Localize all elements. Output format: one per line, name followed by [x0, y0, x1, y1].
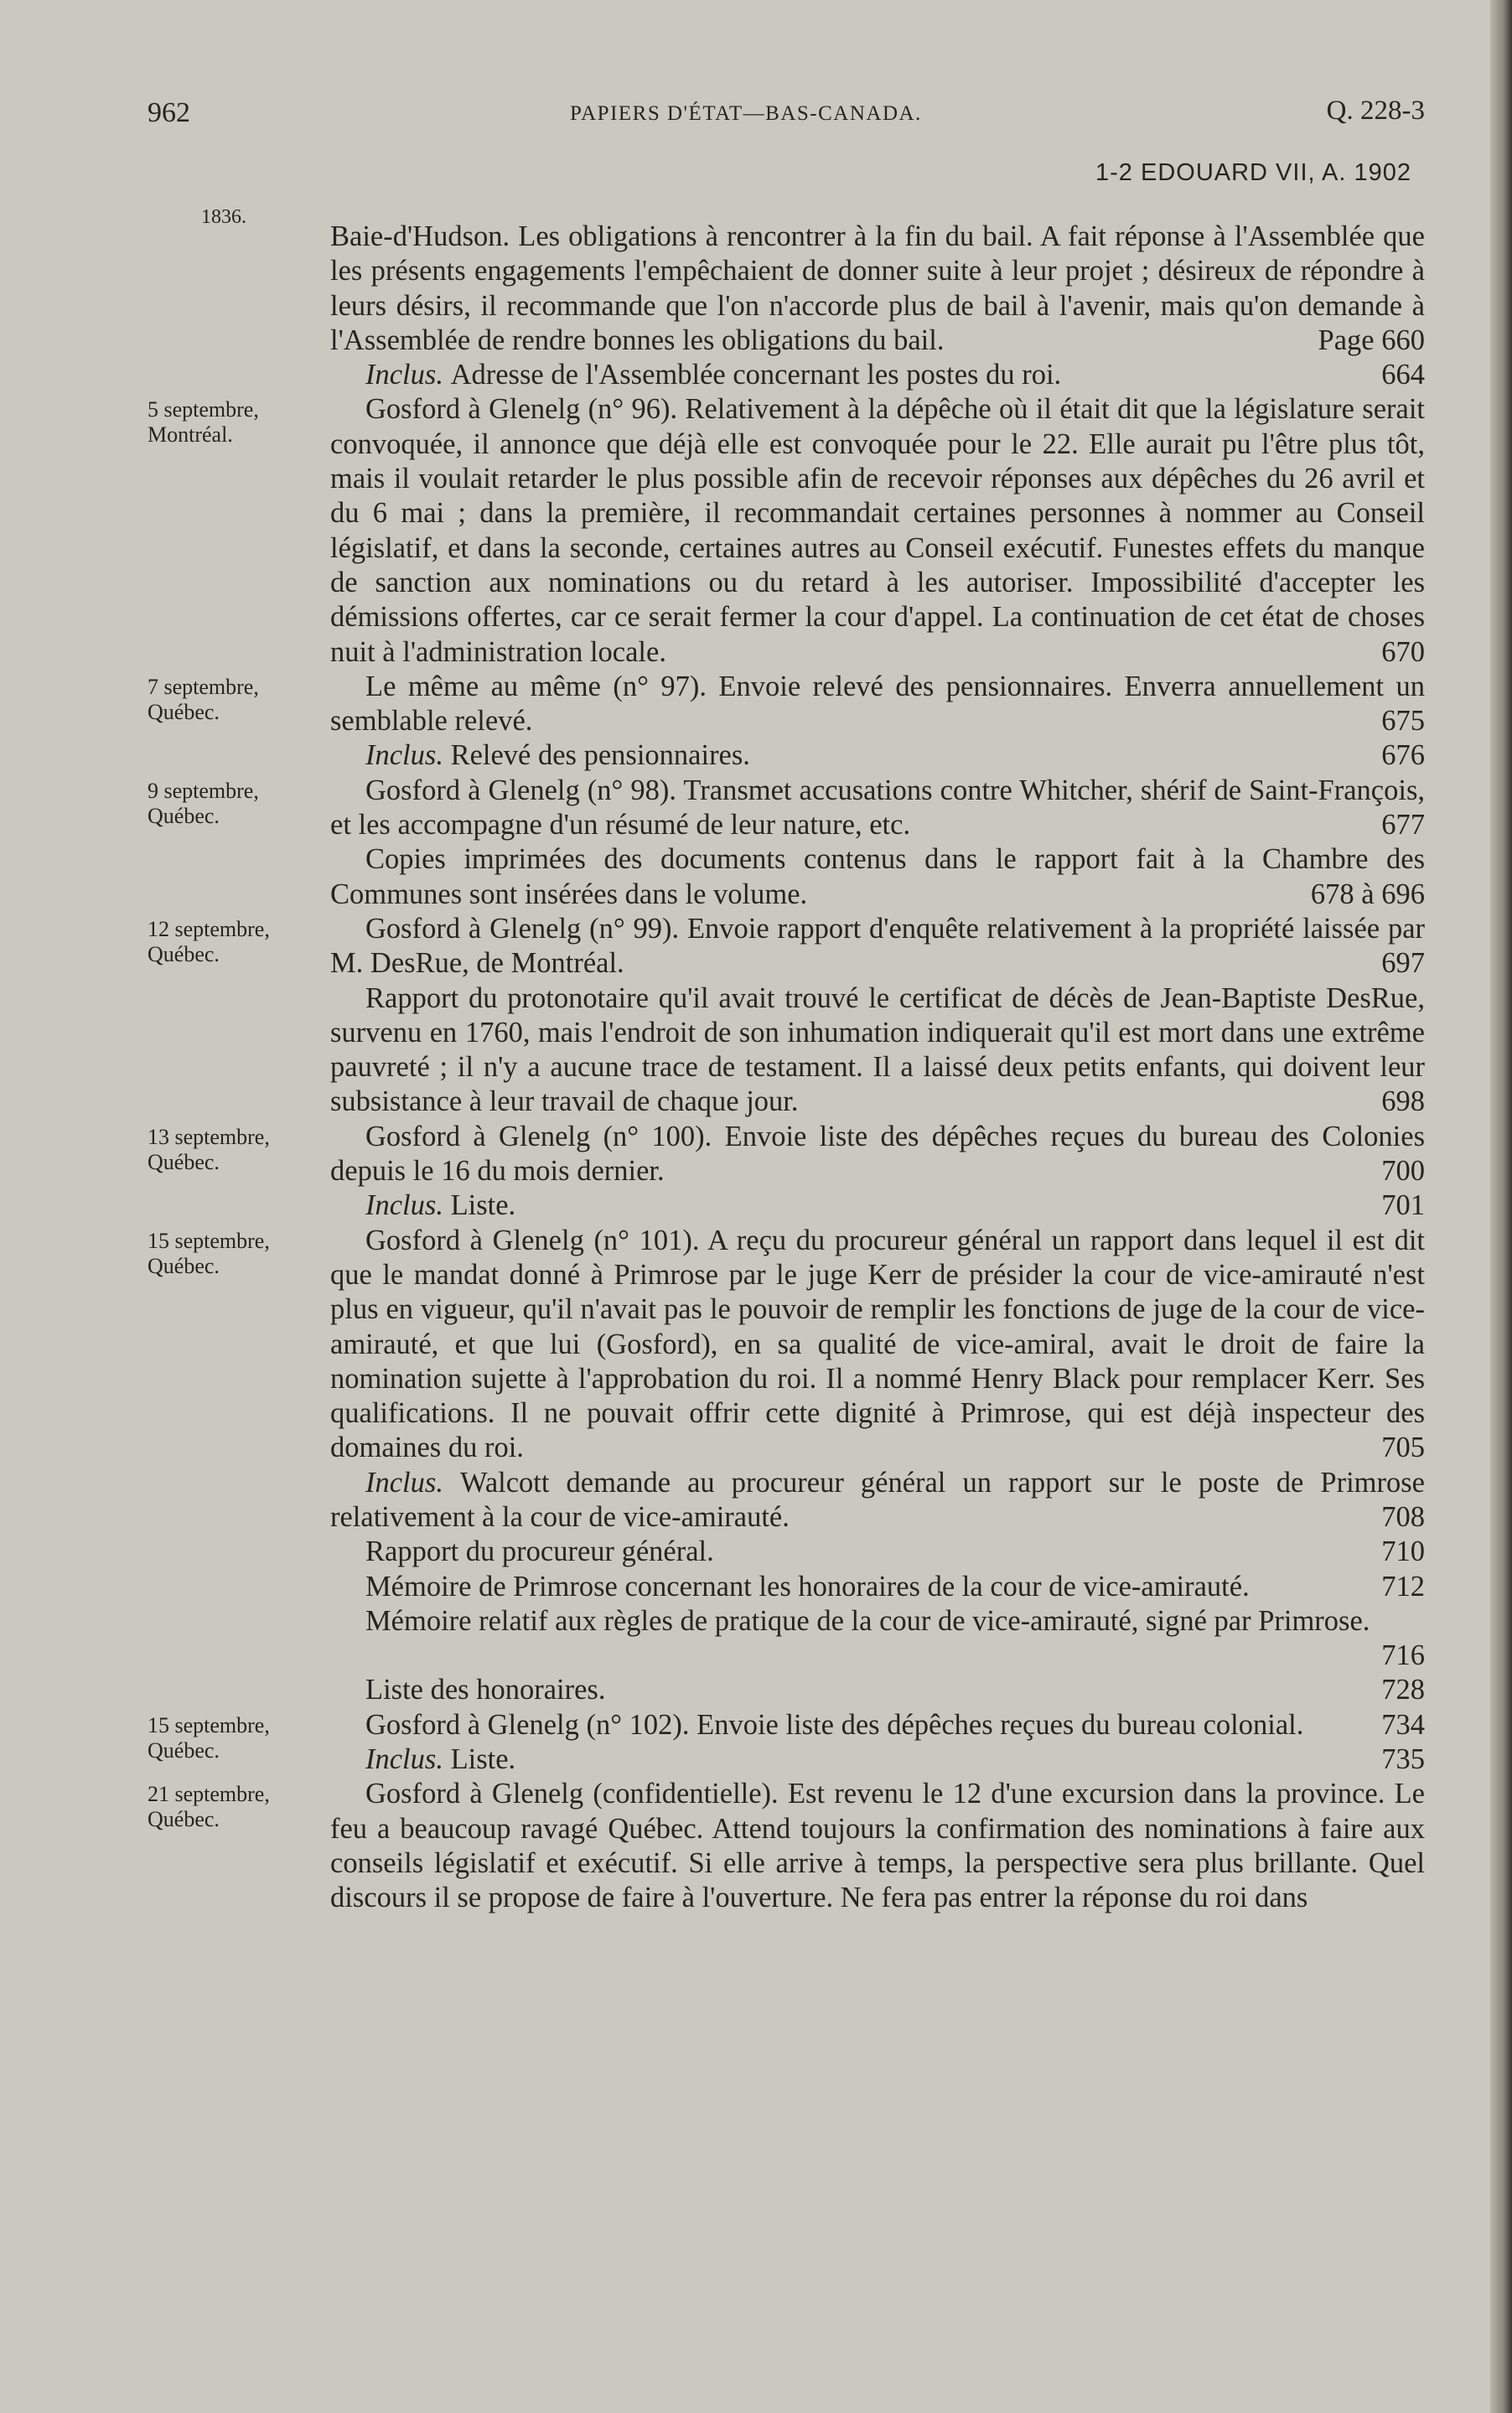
calendar-entries: [148, 220, 1425, 1916]
calendar-entry: [148, 1224, 1425, 1708]
page-reference: 710: [1381, 1535, 1425, 1568]
page-reference: Page 660: [1318, 324, 1425, 356]
volume-reference: Q. 228-3: [1326, 96, 1425, 126]
entry-date-place: [148, 1713, 315, 1763]
calendar-entry: [148, 774, 1425, 912]
entry-date-place: [148, 675, 315, 725]
entry-date-place: [148, 779, 315, 829]
inclusion-label: Inclus.: [365, 739, 451, 772]
entry-paragraph: [330, 1466, 1425, 1535]
entry-text: [330, 774, 1425, 912]
entry-date-place: [148, 397, 315, 448]
page-reference: 728: [1381, 1674, 1425, 1706]
entry-date-place: [148, 1229, 315, 1279]
paragraph-text: Adresse de l'Assemblée concernant les postes du roi.: [450, 359, 1062, 391]
calendar-entry: [148, 1708, 1425, 1778]
entry-paragraph: [330, 912, 1425, 981]
calendar-entry: [148, 220, 1425, 392]
year-label: 1836.: [201, 206, 246, 228]
entry-text: [330, 1224, 1425, 1708]
entry-paragraph: [330, 670, 1425, 739]
paragraph-text: Liste.: [450, 1743, 516, 1776]
calendar-entry: [148, 392, 1425, 669]
paragraph-text: Gosford à Glenelg (n° 102). Envoie liste des dépêches reçues du bureau colonial.: [365, 1708, 1304, 1741]
entry-date: 12 septembre,: [148, 916, 270, 941]
entry-date: 7 septembre,: [148, 674, 259, 699]
calendar-entry: [148, 1777, 1425, 1915]
paragraph-text: Rapport du procureur général.: [365, 1535, 714, 1568]
entry-date-place: [148, 1125, 315, 1175]
paragraph-text: Liste.: [450, 1189, 516, 1222]
paragraph-text: Gosford à Glenelg (n° 99). Envoie rapport d'enquête relativement à la propriété laissée par M. DesRue, de Montréal.: [330, 912, 1425, 980]
entry-place: Québec.: [148, 941, 220, 966]
entry-text: [330, 392, 1425, 669]
entry-paragraph: [330, 1604, 1425, 1674]
entry-date-place: [148, 1782, 315, 1832]
entry-paragraph: [330, 358, 1425, 392]
entry-date: 13 septembre,: [148, 1124, 270, 1149]
page-reference: 700: [1381, 1155, 1425, 1188]
entry-paragraph: [330, 981, 1425, 1120]
entry-text: [330, 912, 1425, 1120]
entry-paragraph: [330, 1120, 1425, 1189]
paragraph-text: Gosford à Glenelg (n° 98). Transmet accusations contre Whitcher, shérif de Saint-François, et les accompagne d'un résumé de leur nature, etc.: [330, 774, 1425, 841]
entry-paragraph: [330, 1535, 1425, 1569]
entry-text: [330, 1120, 1425, 1224]
entry-date: 9 septembre,: [148, 778, 259, 803]
page-reference: 698: [1381, 1085, 1425, 1118]
page-reference: 701: [1381, 1189, 1425, 1222]
inclusion-label: Inclus.: [365, 1743, 451, 1776]
paragraph-text: Gosford à Glenelg (n° 96). Relativement à la dépêche où il était dit que la législature serait convoquée, il annonce que déjà elle est convoquée pour le 22. Elle aurait pu l'être plus tôt, mais il voulait retarder le plus possible afin de recevoir réponses aux dépêches du 26 avril et du 6 mai ; dans la première, il recommandait certaines personnes à nommer au Conseil législatif, et dans la seconde, certaines autres au Conseil exécutif. Funestes effets du manque de sanction aux nominations ou du retard à les autoriser. Impossibilité d'accepter les démissions offertes, car ce serait fermer la cour d'appel. La continuation de cet état de choses nuit à l'administration locale.: [330, 393, 1425, 668]
page-reference: 735: [1381, 1743, 1425, 1776]
entry-text: [330, 670, 1425, 774]
inclusion-label: Inclus.: [365, 1189, 451, 1222]
entry-date: 21 septembre,: [148, 1782, 270, 1807]
entry-place: Québec.: [148, 1149, 220, 1174]
calendar-entry: [148, 1120, 1425, 1224]
page-reference: 708: [1381, 1500, 1425, 1533]
running-title: PAPIERS D'ÉTAT—BAS-CANADA.: [570, 102, 922, 125]
page-reference: 712: [1381, 1570, 1425, 1603]
inclusion-label: Inclus.: [365, 1466, 461, 1499]
entry-paragraph: [330, 774, 1425, 843]
entry-paragraph: [330, 220, 1425, 358]
inclusion-label: Inclus.: [365, 359, 451, 391]
entry-paragraph: [330, 738, 1425, 773]
page-reference: 697: [1381, 947, 1425, 980]
entry-date-place: [148, 917, 315, 967]
entry-paragraph: [330, 1777, 1425, 1915]
entry-paragraph: [330, 1188, 1425, 1223]
entry-paragraph: [330, 842, 1425, 912]
entry-paragraph: [330, 392, 1425, 669]
entry-paragraph: [330, 1742, 1425, 1777]
page-reference: 678 à 696: [1310, 878, 1425, 910]
page-reference: 677: [1381, 809, 1425, 841]
page-reference: 705: [1381, 1432, 1425, 1464]
calendar-entry: [148, 670, 1425, 774]
paragraph-text: Gosford à Glenelg (n° 101). A reçu du procureur général un rapport dans lequel il est dit que le mandat donné à Primrose par le juge Kerr de présider la cour de vice-amirauté n'est plus en vigueur, qu'il n'avait pas le pouvoir de remplir les fonctions de juge de la cour de vice-amirauté, et que lui (Gosford), en sa qualité de vice-amiral, avait le droit de faire la nomination sujette à l'approbation du roi. Il a nommé Henry Black pour remplacer Kerr. Ses qualifications. Il ne pouvait offrir cette dignité à Primrose, qui est déjà inspecteur des domaines du roi.: [330, 1224, 1425, 1464]
entry-date: 15 septembre,: [148, 1228, 270, 1253]
paragraph-text: Mémoire relatif aux règles de pratique de la cour de vice-amirauté, signé par Primrose.: [365, 1604, 1370, 1637]
entry-text: [330, 1777, 1425, 1915]
page-reference: 676: [1381, 739, 1425, 772]
entry-place: Québec.: [148, 1737, 220, 1763]
calendar-entry: [148, 912, 1425, 1120]
entry-place: Québec.: [148, 1807, 220, 1832]
paragraph-text: Gosford à Glenelg (confidentielle). Est revenu le 12 d'une excursion dans la province. Le feu a beaucoup ravagé Québec. Attend toujours la confirmation des nominations à faire aux conseils législatif et exécutif. Si elle arrive à temps, la perspective sera plus brillante. Quel discours il se propose de faire à l'ouverture. Ne fera pas entrer la réponse du roi dans: [330, 1778, 1425, 1914]
page-reference: 670: [1381, 635, 1425, 668]
page-reference: 675: [1381, 705, 1425, 738]
entry-paragraph: [330, 1673, 1425, 1707]
paragraph-text: Mémoire de Primrose concernant les honoraires de la cour de vice-amirauté.: [365, 1570, 1250, 1603]
entry-text: [330, 220, 1425, 392]
page-reference: 716: [1381, 1639, 1425, 1672]
running-header: [148, 91, 1425, 132]
paragraph-text: Baie-d'Hudson. Les obligations à rencontrer à la fin du bail. A fait réponse à l'Assemblée que les présents engagements l'empêchaient de donner suite à leur projet ; désireux de répondre à leurs désirs, il recommande que l'on n'accorde plus de bail à l'avenir, mais qu'on demande à l'Assemblée de rendre bonnes les obligations du bail.: [330, 220, 1425, 356]
paragraph-text: Rapport du protonotaire qu'il avait trouvé le certificat de décès de Jean-Baptiste DesRue, survenu en 1760, mais l'endroit de son inhumation indiquerait qu'il est mort dans une extrême pauvreté ; il n'y a aucune trace de testament. Il a laissé deux petits enfants, qui doivent leur subsistance à leur travail de chaque jour.: [330, 981, 1425, 1118]
entry-place: Montréal.: [148, 422, 233, 448]
page-reference: 734: [1381, 1708, 1425, 1741]
paragraph-text: Walcott demande au procureur général un rapport sur le poste de Primrose relativement à la cour de vice-amirauté.: [330, 1466, 1425, 1533]
paragraph-text: Relevé des pensionnaires.: [450, 739, 750, 772]
paragraph-text: Le même au même (n° 97). Envoie relevé des pensionnaires. Enverra annuellement un semblable relevé.: [330, 670, 1425, 738]
entry-place: Québec.: [148, 699, 220, 724]
page-number: 962: [148, 97, 190, 128]
entry-date: 5 septembre,: [148, 397, 259, 422]
edition-line: 1-2 EDOUARD VII, A. 1902: [1095, 159, 1411, 186]
paragraph-text: Liste des honoraires.: [365, 1674, 606, 1706]
entry-text: [330, 1708, 1425, 1778]
entry-paragraph: [330, 1224, 1425, 1466]
paragraph-text: Copies imprimées des documents contenus dans le rapport fait à la Chambre des Communes sont insérées dans le volume.: [330, 843, 1425, 910]
entry-place: Québec.: [148, 1253, 220, 1278]
page-edge: [1490, 0, 1512, 2413]
entry-paragraph: [330, 1708, 1425, 1742]
entry-paragraph: [330, 1570, 1425, 1604]
entry-place: Québec.: [148, 803, 220, 828]
page-reference: 664: [1381, 359, 1425, 391]
paragraph-text: Gosford à Glenelg (n° 100). Envoie liste des dépêches reçues du bureau des Colonies depuis le 16 du mois dernier.: [330, 1120, 1425, 1188]
entry-date: 15 septembre,: [148, 1712, 270, 1737]
